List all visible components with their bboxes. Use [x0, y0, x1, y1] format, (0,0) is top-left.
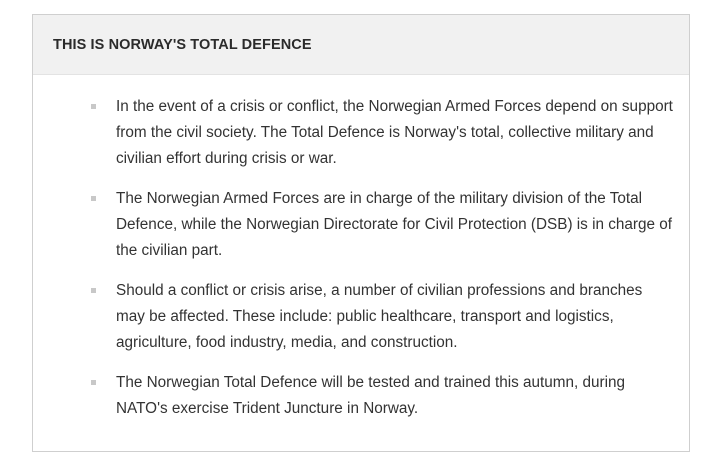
list-item: [91, 370, 673, 422]
bullet-icon: [91, 288, 96, 293]
fact-box-title: THIS IS NORWAY'S TOTAL DEFENCE: [53, 36, 312, 53]
bullet-icon: [91, 104, 96, 109]
list-item: [91, 94, 673, 172]
list-item: [91, 278, 673, 356]
list-item: [91, 186, 673, 264]
list-item-text: The Norwegian Armed Forces are in charge of the military division of the Total Defence, while the Norwegian Directorate for Civil Protection (DSB) is in charge of the civilian part.: [116, 190, 673, 259]
fact-list: [33, 75, 689, 422]
fact-box-header: [33, 15, 689, 75]
list-item-text: The Norwegian Total Defence will be tested and trained this autumn, during NATO's exercise Trident Juncture in Norway.: [116, 374, 626, 417]
fact-box: [32, 14, 690, 452]
bullet-icon: [91, 196, 96, 201]
list-item-text: In the event of a crisis or conflict, the Norwegian Armed Forces depend on support from the civil society. The Total Defence is Norway's total, collective military and civilian effort during crisis or war.: [116, 98, 673, 167]
bullet-icon: [91, 380, 96, 385]
list-item-text: Should a conflict or crisis arise, a number of civilian professions and branches may be affected. These include: public healthcare, transport and logistics, agriculture, food industry, media, and construction.: [116, 282, 643, 351]
